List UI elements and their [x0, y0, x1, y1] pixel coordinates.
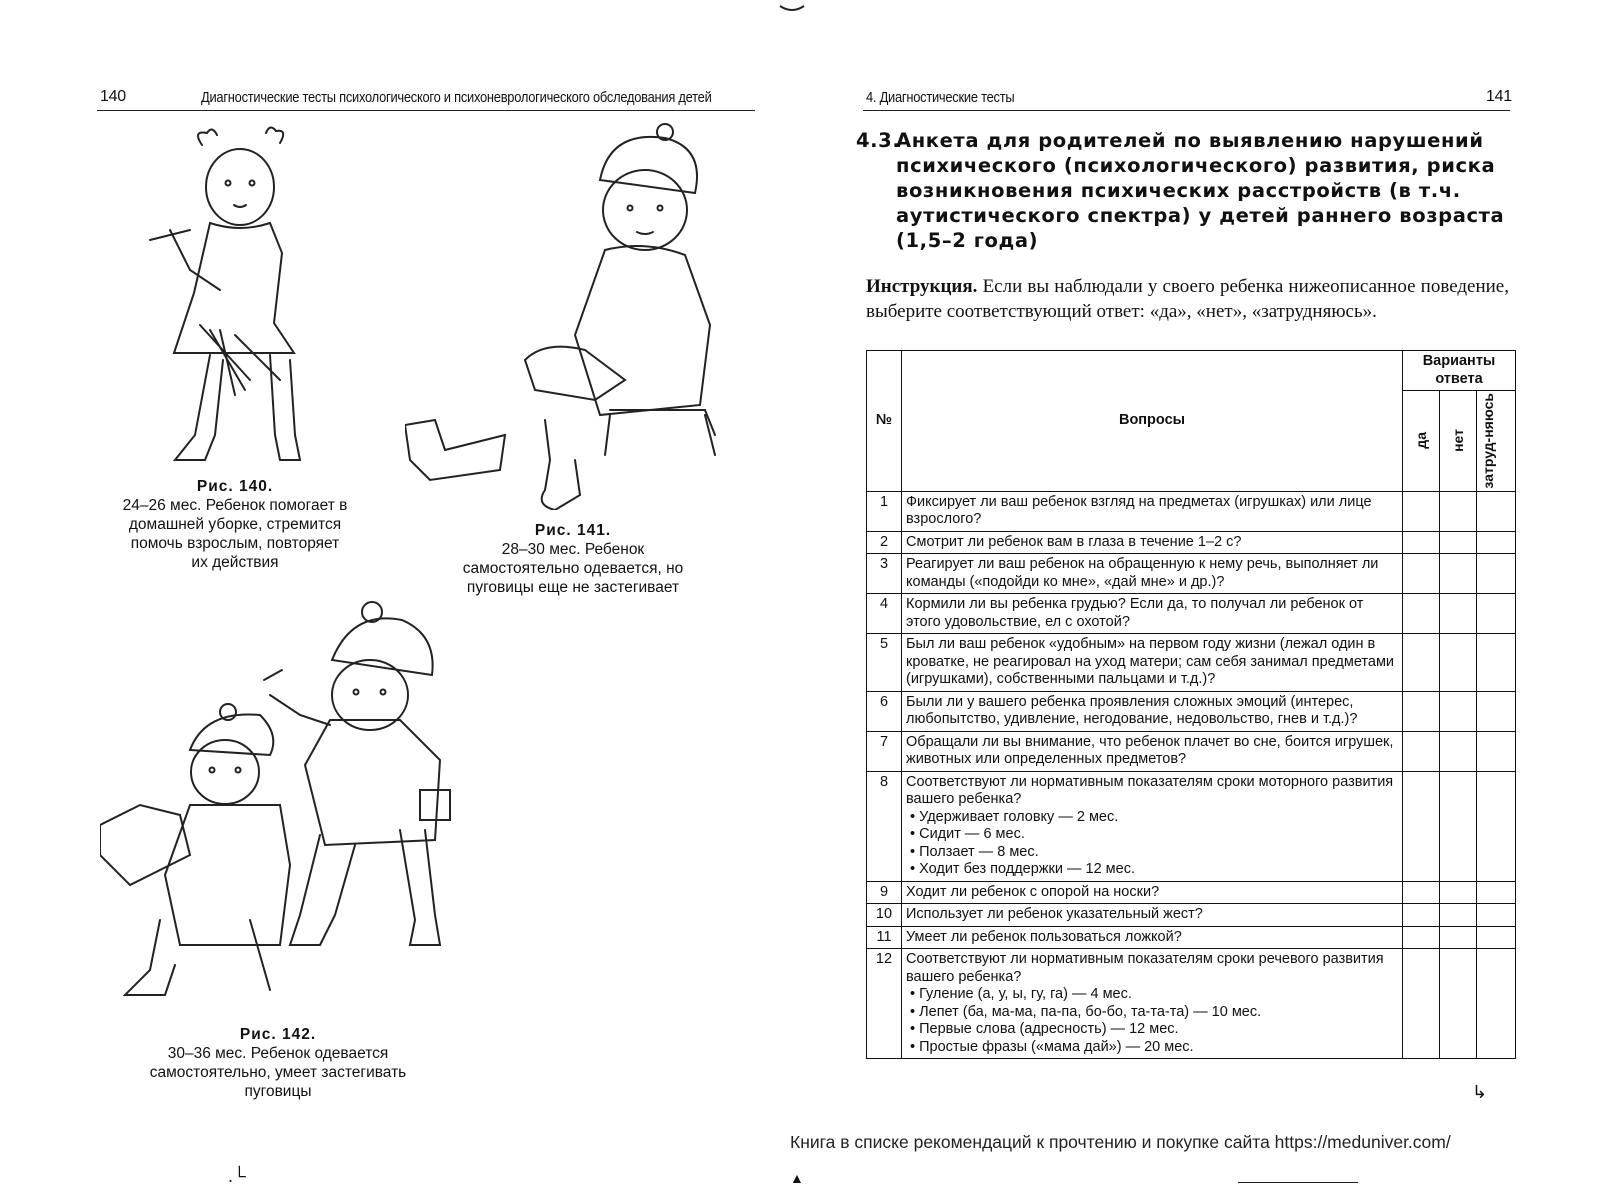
question-text: Умеет ли ребенок пользоваться ложкой?	[906, 928, 1182, 945]
answer-no-cell[interactable]	[1440, 881, 1477, 904]
questionnaire-body	[867, 491, 1516, 1059]
bottom-mark-center: ▲	[790, 1170, 804, 1186]
milestone-item: • Лепет (ба, ма-ма, па-па, бо-бо, та-та-та) — 10 мес.	[920, 1004, 1398, 1022]
row-question	[902, 554, 1403, 594]
milestone-item: • Ходит без поддержки — 12 мес.	[920, 861, 1398, 879]
row-question	[902, 926, 1403, 949]
left-running-title: Диагностические тесты психологического и психоневрологического обследования детей	[201, 89, 712, 106]
row-question	[902, 904, 1403, 927]
answer-yes-cell[interactable]	[1403, 634, 1440, 692]
row-number: 12	[867, 949, 902, 1059]
section-title-text: Анкета для родителей по выявлению нарушений психического (психологического) развития, риска возникновения психических расстройств (в т.ч. аутистического спектра) у детей раннего возраста (1,5–2 года)	[896, 129, 1505, 252]
instruction-text: Если вы наблюдали у своего ребенка нижеописанное поведение, выберите соответствующий ответ: «да», «нет», «затрудняюсь».	[866, 276, 1509, 322]
section-title	[856, 128, 1511, 253]
answer-no-cell[interactable]	[1440, 949, 1477, 1059]
answer-yes-cell[interactable]	[1403, 491, 1440, 531]
pointer-icon: ↳	[1472, 1082, 1488, 1102]
row-number: 7	[867, 731, 902, 771]
row-question	[902, 881, 1403, 904]
row-number: 10	[867, 904, 902, 927]
question-text: Соответствуют ли нормативным показателям сроки моторного развития вашего ребенка?	[906, 773, 1394, 808]
question-text: Фиксирует ли ваш ребенок взгляд на предметах (игрушках) или лице взрослого?	[906, 493, 1372, 528]
milestone-list	[906, 986, 1398, 1056]
row-question	[902, 771, 1403, 881]
answer-yes-cell[interactable]	[1403, 691, 1440, 731]
row-number: 9	[867, 881, 902, 904]
table-row	[867, 949, 1516, 1059]
table-row	[867, 594, 1516, 634]
milestone-item: • Сидит — 6 мес.	[920, 826, 1398, 844]
figure-140-caption	[100, 477, 370, 572]
answer-unsure-cell[interactable]	[1477, 926, 1516, 949]
question-text: Кормили ли вы ребенка грудью? Если да, то получал ли ребенок от этого удовольствие, ел с охотой?	[906, 596, 1364, 630]
answer-unsure-cell[interactable]	[1477, 554, 1516, 594]
row-question	[902, 594, 1403, 634]
figure-142-label: Рис. 142.	[239, 1026, 317, 1043]
answer-no-cell[interactable]	[1440, 731, 1477, 771]
answer-unsure-header: затруд-няюсь	[1477, 391, 1516, 492]
answer-unsure-cell[interactable]	[1477, 491, 1516, 531]
col-question-header: Вопросы	[902, 351, 1403, 492]
answer-no-cell[interactable]	[1440, 691, 1477, 731]
right-header-rule	[863, 110, 1510, 111]
row-number: 4	[867, 594, 902, 634]
answer-yes-cell[interactable]	[1403, 594, 1440, 634]
row-question	[902, 531, 1403, 554]
answer-yes-cell[interactable]	[1403, 904, 1440, 927]
row-question	[902, 691, 1403, 731]
question-text: Обращали ли вы внимание, что ребенок плачет во сне, боится игрушек, животных или определенных предметов?	[906, 733, 1394, 768]
row-number: 3	[867, 554, 902, 594]
figure-142-drawing	[100, 600, 470, 1010]
table-row	[867, 771, 1516, 881]
answer-unsure-cell[interactable]	[1477, 691, 1516, 731]
right-page-number: 141	[1486, 88, 1512, 105]
table-row	[867, 491, 1516, 531]
answer-no-cell[interactable]	[1440, 771, 1477, 881]
answer-yes-cell[interactable]	[1403, 554, 1440, 594]
answer-unsure-cell[interactable]	[1477, 881, 1516, 904]
row-number: 2	[867, 531, 902, 554]
table-row	[867, 531, 1516, 554]
answer-no-cell[interactable]	[1440, 926, 1477, 949]
answer-yes-cell[interactable]	[1403, 771, 1440, 881]
row-number: 1	[867, 491, 902, 531]
answer-yes-cell[interactable]	[1403, 531, 1440, 554]
table-row	[867, 691, 1516, 731]
answer-unsure-cell[interactable]	[1477, 771, 1516, 881]
footer-recommendation: Книга в списке рекомендаций к прочтению и покупке сайта https://meduniver.com/	[790, 1132, 1451, 1152]
row-question	[902, 634, 1403, 692]
answer-unsure-cell[interactable]	[1477, 949, 1516, 1059]
table-row	[867, 926, 1516, 949]
table-row	[867, 634, 1516, 692]
left-page-number: 140	[100, 88, 126, 105]
left-header-rule	[97, 110, 755, 111]
question-text: Смотрит ли ребенок вам в глаза в течение 1–2 с?	[906, 533, 1242, 550]
answer-no-cell[interactable]	[1440, 594, 1477, 634]
figure-141-label: Рис. 141.	[534, 522, 612, 539]
row-number: 5	[867, 634, 902, 692]
answer-no-cell[interactable]	[1440, 904, 1477, 927]
answer-yes-cell[interactable]	[1403, 731, 1440, 771]
row-question	[902, 731, 1403, 771]
figure-141-text: 28–30 мес. Ребенок самостоятельно одевается, но пуговицы еще не застегивает	[462, 541, 684, 596]
figure-141-caption	[425, 521, 721, 597]
question-text: Ходит ли ребенок с опорой на носки?	[906, 883, 1160, 900]
answer-no-cell[interactable]	[1440, 554, 1477, 594]
milestone-item: • Гуление (а, у, ы, гу, га) — 4 мес.	[920, 986, 1398, 1004]
table-row	[867, 731, 1516, 771]
row-number: 11	[867, 926, 902, 949]
answer-no-cell[interactable]	[1440, 491, 1477, 531]
col-number-header: №	[867, 351, 902, 492]
figure-140-text: 24–26 мес. Ребенок помогает в домашней уборке, стремится помочь взрослым, повторяет их действия	[122, 497, 348, 571]
answer-yes-cell[interactable]	[1403, 926, 1440, 949]
questionnaire-table	[866, 350, 1516, 1059]
row-question	[902, 491, 1403, 531]
instruction-label: Инструкция.	[866, 276, 978, 297]
question-text: Был ли ваш ребенок «удобным» на первом году жизни (лежал один в кроватке, не реагировал на уход матери; сам себя занимал предметами (игрушками), собственными пальцами и т.д.)?	[906, 636, 1395, 688]
bottom-rule-right	[1238, 1182, 1358, 1183]
answer-unsure-cell[interactable]	[1477, 531, 1516, 554]
figure-141-drawing	[405, 120, 725, 510]
answer-yes-cell[interactable]	[1403, 881, 1440, 904]
figure-142-caption	[132, 1025, 424, 1101]
milestone-item: • Простые фразы («мама дай») — 20 мес.	[920, 1039, 1398, 1057]
question-text: Были ли у вашего ребенка проявления сложных эмоций (интерес, любопытство, удивление, негодование, недовольство, гнев и т.д.)?	[906, 693, 1358, 728]
answer-no-cell[interactable]	[1440, 634, 1477, 692]
figure-140-drawing	[140, 125, 320, 480]
answer-unsure-cell[interactable]	[1477, 904, 1516, 927]
instruction	[866, 274, 1509, 324]
answer-unsure-cell[interactable]	[1477, 594, 1516, 634]
answer-no-cell[interactable]	[1440, 531, 1477, 554]
top-mark	[778, 0, 806, 8]
figure-140-label: Рис. 140.	[196, 478, 274, 495]
row-number: 6	[867, 691, 902, 731]
table-row	[867, 904, 1516, 927]
row-number: 8	[867, 771, 902, 881]
table-row	[867, 554, 1516, 594]
answer-unsure-cell[interactable]	[1477, 731, 1516, 771]
answer-yes-header: да	[1403, 391, 1440, 492]
milestone-item: • Удерживает головку — 2 мес.	[920, 809, 1398, 827]
question-text: Использует ли ребенок указательный жест?	[906, 906, 1203, 923]
col-variants-header: Варианты ответа	[1403, 351, 1516, 391]
right-running-title: 4. Диагностические тесты	[866, 89, 1015, 106]
question-text: Соответствуют ли нормативным показателям сроки речевого развития вашего ребенка?	[906, 951, 1384, 985]
answer-no-header: нет	[1440, 391, 1477, 492]
milestone-item: • Первые слова (адресность) — 12 мес.	[920, 1021, 1398, 1039]
section-number: 4.3.	[856, 129, 901, 152]
row-question	[902, 949, 1403, 1059]
answer-unsure-cell[interactable]	[1477, 634, 1516, 692]
milestone-list	[906, 809, 1398, 879]
milestone-item: • Ползает — 8 мес.	[920, 844, 1398, 862]
bottom-mark-left: .└	[228, 1166, 246, 1186]
figure-142-text: 30–36 мес. Ребенок одевается самостоятельно, умеет застегивать пуговицы	[149, 1045, 407, 1100]
table-row	[867, 881, 1516, 904]
answer-yes-cell[interactable]	[1403, 949, 1440, 1059]
question-text: Реагирует ли ваш ребенок на обращенную к нему речь, выполняет ли команды («подойди ко мне», «дай мне» и др.)?	[906, 556, 1379, 590]
